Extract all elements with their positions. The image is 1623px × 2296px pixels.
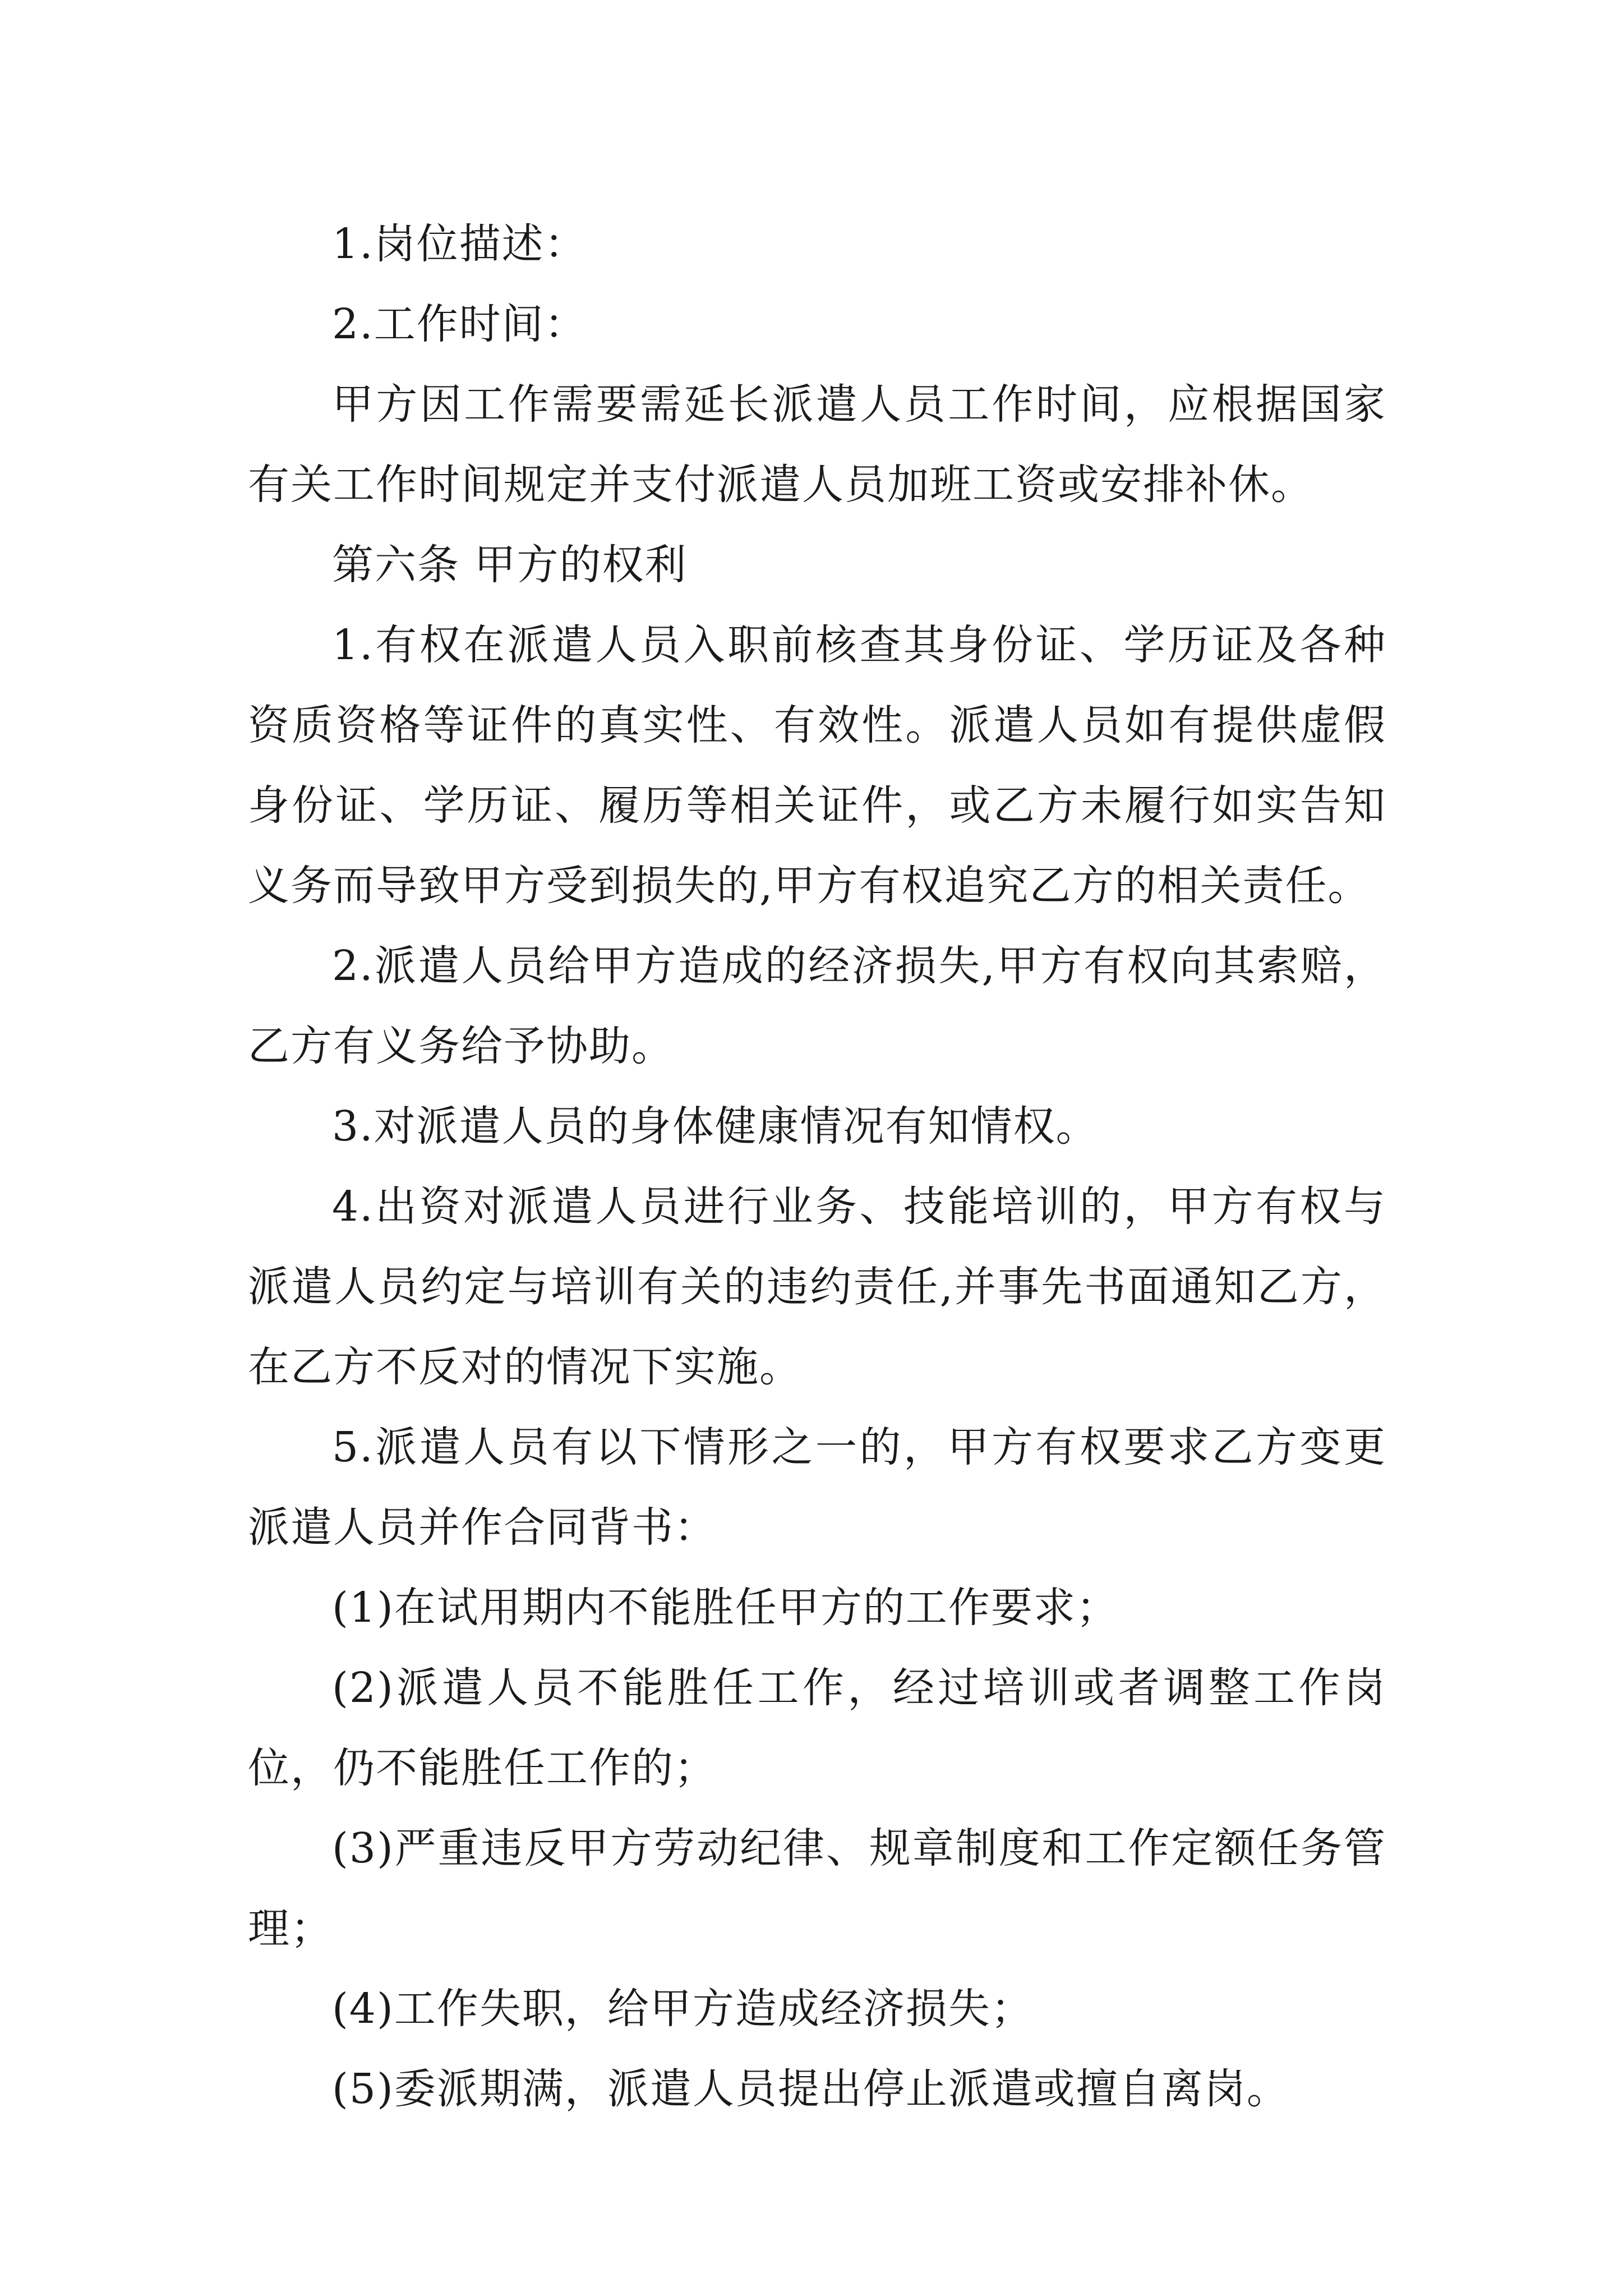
- paragraph-working-hours: 2.工作时间：: [332, 300, 587, 348]
- list-item-1: (1)在试用期内不能胜任甲方的工作要求；: [332, 1584, 1119, 1632]
- paragraph-right-4: 4.出资对派遣人员进行业务、技能培训的，甲方有权与派遣人员约定与培训有关的违约责任,并事先书面通知乙方，在乙方不反对的情况下实施。: [248, 1182, 1386, 1391]
- list-item-3: (3)严重违反甲方劳动纪律、规章制度和工作定额任务管理；: [248, 1824, 1386, 1953]
- paragraph-right-2: 2.派遣人员给甲方造成的经济损失,甲方有权向其索赔，乙方有义务给予协助。: [248, 942, 1386, 1070]
- list-item-2: (2)派遣人员不能胜任工作，经过培训或者调整工作岗位，仍不能胜任工作的；: [248, 1664, 1386, 1792]
- paragraph-job-description: 1.岗位描述：: [332, 220, 587, 268]
- document-body: [248, 204, 1386, 2129]
- paragraph-overtime: 甲方因工作需要需延长派遣人员工作时间，应根据国家有关工作时间规定并支付派遣人员加班工资或安排补休。: [248, 380, 1386, 509]
- list-item-4: (4)工作失职，给甲方造成经济损失；: [332, 1985, 1034, 2033]
- paragraph-right-3: 3.对派遣人员的身体健康情况有知情权。: [332, 1102, 1099, 1151]
- list-item-5: (5)委派期满，派遣人员提出停止派遣或擅自离岗。: [332, 2065, 1289, 2113]
- paragraph-right-5: 5.派遣人员有以下情形之一的，甲方有权要求乙方变更派遣人员并作合同背书：: [248, 1423, 1386, 1552]
- article-six-heading: 第六条 甲方的权利: [332, 541, 688, 589]
- paragraph-right-1: 1.有权在派遣人员入职前核查其身份证、学历证及各种资质资格等证件的真实性、有效性。派遣人员如有提供虚假身份证、学历证、履历等相关证件，或乙方未履行如实告知义务而导致甲方受到损失的,甲方有权追究乙方的相关责任。: [248, 621, 1386, 910]
